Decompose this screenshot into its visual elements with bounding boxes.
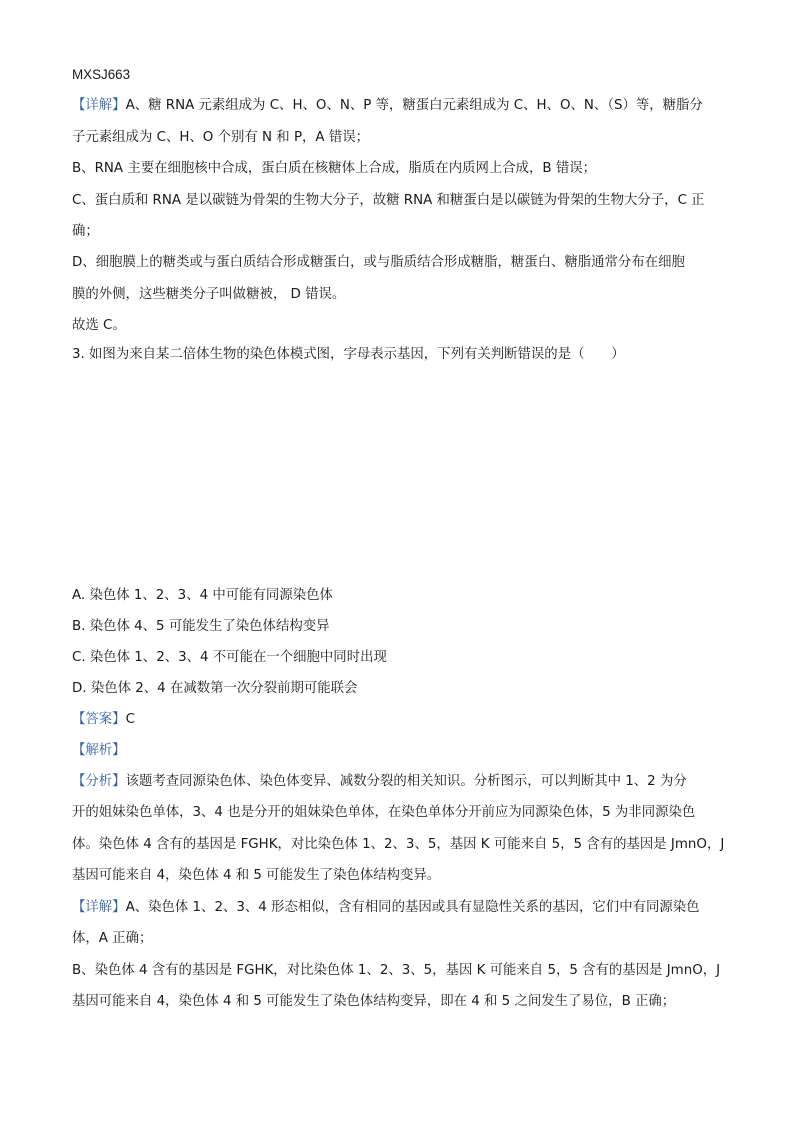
conclusion-text: 故选 C。 bbox=[72, 318, 126, 333]
detail2-line bbox=[72, 899, 700, 917]
detail2-tag: 【详解】 bbox=[72, 900, 126, 915]
analysis-tag: 【解析】 bbox=[72, 743, 126, 758]
detail2-line: 体，A 正确； bbox=[72, 931, 153, 946]
question-stem: 3. 如图为来自某二倍体生物的染色体模式图，字母表示基因，下列有关判断错误的是（ ） bbox=[72, 347, 625, 362]
option-d: D. 染色体 2、4 在减数第一次分裂前期可能联会 bbox=[72, 681, 358, 696]
fenxi-line: 开的姐妹染色单体，3、4 也是分开的姐妹染色单体，在染色单体分开前应为同源染色体，5 为非同源染色 bbox=[72, 805, 696, 820]
detail-paragraph-line: D、细胞膜上的糖类或与蛋白质结合形成糖蛋白，或与脂质结合形成糖脂，糖蛋白、糖脂通常分布在细胞 bbox=[72, 255, 685, 270]
detail-paragraph-line: 膜的外侧，这些糖类分子叫做糖被， D 错误。 bbox=[72, 287, 346, 302]
answer-value: C bbox=[125, 712, 135, 727]
detail-tag: 【详解】 bbox=[72, 98, 126, 113]
fenxi-text: 该题考查同源染色体、染色体变异、减数分裂的相关知识。分析图示，可以判断其中 1、2 为分 bbox=[125, 774, 687, 789]
detail2-line: B、染色体 4 含有的基因是 FGHK，对比染色体 1、2、3、5，基因 K 可能来自 5，5 含有的基因是 JmnO，J bbox=[72, 963, 721, 978]
detail-paragraph-line bbox=[72, 97, 703, 115]
analysis-heading bbox=[72, 742, 126, 760]
document-code: MXSJ663 bbox=[72, 67, 131, 82]
fenxi-line bbox=[72, 773, 687, 791]
detail-paragraph-line: 确； bbox=[72, 224, 99, 239]
fenxi-line: 体。染色体 4 含有的基因是 FGHK，对比染色体 1、2、3、5，基因 K 可能来自 5，5 含有的基因是 JmnO，J bbox=[72, 837, 725, 852]
fenxi-tag: 【分析】 bbox=[72, 774, 126, 789]
detail2-text: A、染色体 1、2、3、4 形态相似，含有相同的基因或具有显隐性关系的基因，它们中有同源染色 bbox=[125, 900, 700, 915]
detail-text: A、糖 RNA 元素组成为 C、H、O、N、P 等，糖蛋白元素组成为 C、H、O、N、（S）等，糖脂分 bbox=[125, 98, 703, 113]
detail2-line: 基因可能来自 4，染色体 4 和 5 可能发生了染色体结构变异，即在 4 和 5 之间发生了易位，B 正确； bbox=[72, 994, 676, 1009]
option-a: A. 染色体 1、2、3、4 中可能有同源染色体 bbox=[72, 588, 333, 603]
detail-paragraph-line: C、蛋白质和 RNA 是以碳链为骨架的生物大分子，故糖 RNA 和糖蛋白是以碳链为骨架的生物大分子，C 正 bbox=[72, 193, 705, 208]
answer-tag: 【答案】 bbox=[72, 712, 126, 727]
option-c: C. 染色体 1、2、3、4 不可能在一个细胞中同时出现 bbox=[72, 650, 387, 665]
figure-placeholder bbox=[72, 378, 712, 573]
option-b: B. 染色体 4、5 可能发生了染色体结构变异 bbox=[72, 619, 330, 634]
detail-paragraph-line: B、RNA 主要在细胞核中合成，蛋白质在核糖体上合成，脂质在内质网上合成，B 错误； bbox=[72, 161, 597, 176]
detail-paragraph-line: 子元素组成为 C、H、O 个别有 N 和 P，A 错误； bbox=[72, 130, 369, 145]
fenxi-line: 基因可能来自 4，染色体 4 和 5 可能发生了染色体结构变异。 bbox=[72, 868, 441, 883]
answer-line bbox=[72, 711, 135, 729]
